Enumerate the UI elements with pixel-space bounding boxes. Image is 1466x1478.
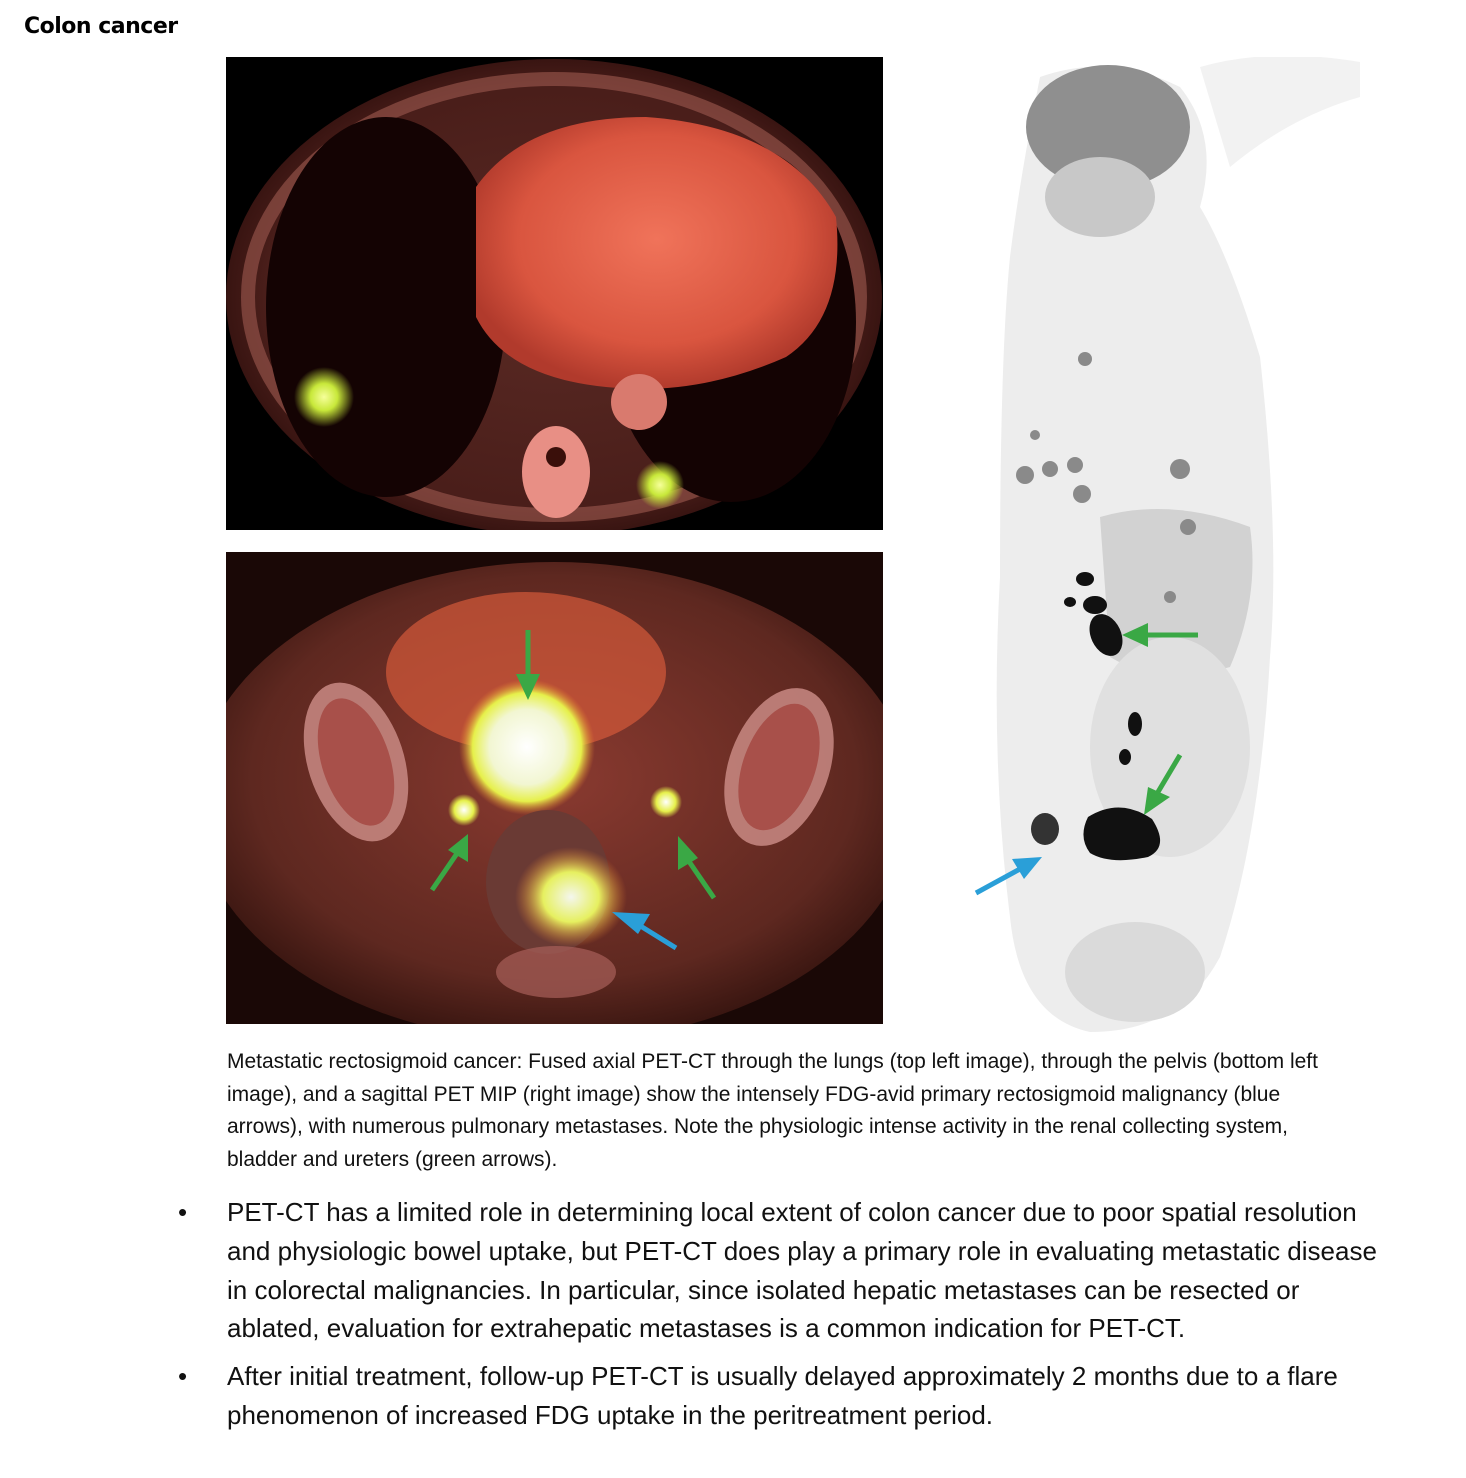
- bullet-text: After initial treatment, follow-up PET-CT is usually delayed approximately 2 months due to a flare phenomenon of increased FDG uptake in the peritreatment period.: [227, 1361, 1338, 1430]
- bullet-symbol: •: [178, 1197, 188, 1227]
- bullet-item: [160, 1357, 1380, 1435]
- lung-petct-image: [226, 57, 883, 530]
- bullet-text: PET-CT has a limited role in determining local extent of colon cancer due to poor spatial resolution and physiologic bowel uptake, but PET-CT does play a primary role in evaluating metastatic disease in colorectal malignancies. In particular, since isolated hepatic metastases can be resected or ablated, evaluation for extrahepatic metastases is a common indication for PET-CT.: [227, 1197, 1377, 1344]
- bullet-list: [160, 1193, 1380, 1444]
- sagittal-pet-mip-image: [930, 57, 1360, 1037]
- bullet-symbol: •: [178, 1361, 188, 1392]
- bullet-item: [160, 1193, 1380, 1348]
- pelvis-petct-image: [226, 552, 883, 1024]
- page-heading: Colon cancer: [24, 14, 178, 39]
- figure-caption: Metastatic rectosigmoid cancer: Fused axial PET-CT through the lungs (top left image), through the pelvis (bottom left image), and a sagittal PET MIP (right image) show the intensely FDG-avid primary rectosigmoid malignancy (blue arrows), with numerous pulmonary metastases. Note the physiologic intense activity in the renal collecting system, bladder and ureters (green arrows).: [227, 1050, 1318, 1171]
